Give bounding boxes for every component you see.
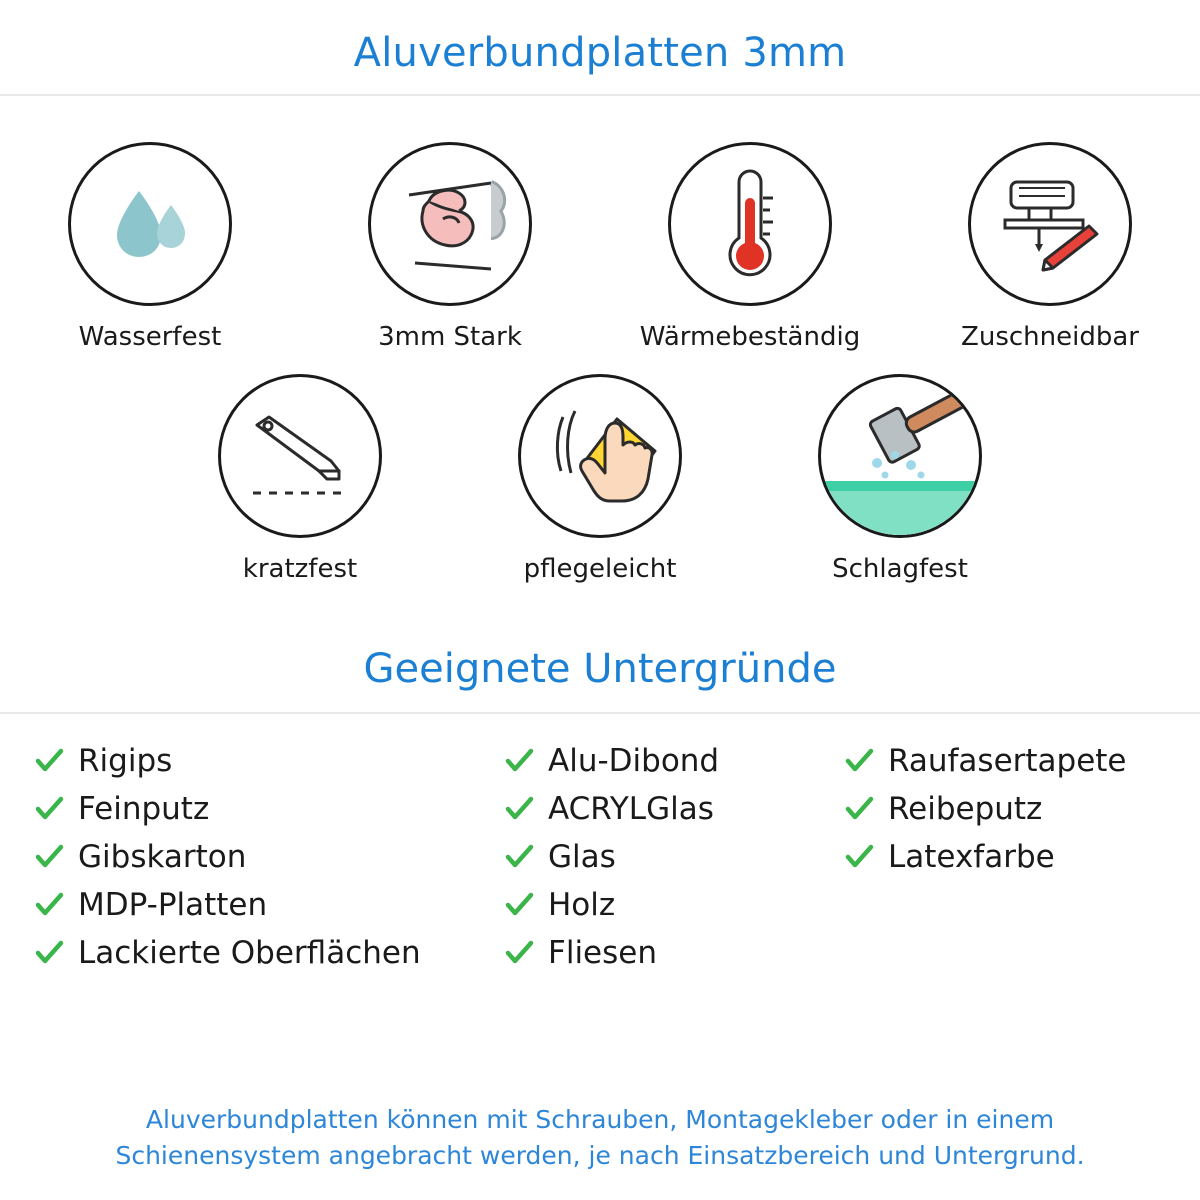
cleaning-hand-cloth-icon	[521, 377, 679, 535]
footer-line-2: Schienensystem angebracht werden, je nach Einsatzbereich und Untergrund.	[115, 1140, 1085, 1170]
list-item-label: Glas	[548, 839, 616, 875]
feature-icon-circle	[518, 374, 682, 538]
feature-label: 3mm Stark	[378, 322, 522, 352]
list-item-label: Reibeputz	[888, 791, 1043, 827]
check-icon	[504, 794, 534, 824]
feature-grid	[0, 96, 1200, 584]
substrates-title: Geeignete Untergründe	[363, 646, 837, 692]
list-item	[844, 788, 1166, 830]
feature-3mm-stark	[300, 142, 600, 352]
footer-line-1: Aluverbundplatten können mit Schrauben, Montagekleber oder in einem	[145, 1104, 1055, 1134]
list-item-label: Feinputz	[78, 791, 210, 827]
list-item-label: Lackierte Oberflächen	[78, 935, 421, 971]
check-icon	[34, 746, 64, 776]
list-item	[844, 740, 1166, 782]
check-icon	[504, 842, 534, 872]
feature-icon-circle	[968, 142, 1132, 306]
footer-note	[0, 1102, 1200, 1175]
list-item-label: Fliesen	[548, 935, 657, 971]
list-item-label: Raufasertapete	[888, 743, 1127, 779]
list-item	[504, 740, 844, 782]
flexed-arm-icon	[371, 145, 529, 303]
check-icon	[34, 842, 64, 872]
feature-kratzfest	[150, 374, 450, 584]
feature-icon-circle	[68, 142, 232, 306]
feature-wasserfest	[0, 142, 300, 352]
list-item-label: Rigips	[78, 743, 173, 779]
feature-label: Zuschneidbar	[961, 322, 1139, 352]
feature-label: Wasserfest	[78, 322, 222, 352]
feature-row-1	[0, 142, 1200, 352]
list-item-label: MDP-Platten	[78, 887, 268, 923]
feature-schlagfest	[750, 374, 1050, 584]
substrate-column-1	[34, 740, 504, 980]
substrate-column-2	[504, 740, 844, 980]
substrates-lists	[0, 714, 1200, 980]
list-item	[34, 932, 504, 974]
water-drops-icon	[95, 169, 205, 279]
list-item-label: Holz	[548, 887, 616, 923]
feature-waermebestaendig	[600, 142, 900, 352]
check-icon	[34, 938, 64, 968]
jigsaw-cutter-icon	[985, 164, 1115, 284]
list-item	[844, 836, 1166, 878]
feature-icon-circle	[218, 374, 382, 538]
check-icon	[844, 842, 874, 872]
list-item	[504, 884, 844, 926]
feature-label: kratzfest	[242, 554, 358, 584]
hammer-impact-icon	[821, 377, 979, 535]
check-icon	[34, 890, 64, 920]
feature-pflegeleicht	[450, 374, 750, 584]
check-icon	[844, 746, 874, 776]
list-item-label: ACRYLGlas	[548, 791, 714, 827]
list-item	[504, 836, 844, 878]
check-icon	[504, 746, 534, 776]
list-item-label: Alu-Dibond	[548, 743, 720, 779]
list-item	[34, 788, 504, 830]
page-title: Aluverbundplatten 3mm	[353, 30, 847, 76]
feature-row-2	[0, 374, 1200, 584]
feature-icon-circle	[668, 142, 832, 306]
list-item	[34, 884, 504, 926]
substrate-column-3	[844, 740, 1166, 980]
check-icon	[504, 938, 534, 968]
list-item	[504, 788, 844, 830]
knife-scratch-icon	[235, 401, 365, 511]
check-icon	[34, 794, 64, 824]
check-icon	[844, 794, 874, 824]
list-item-label: Latexfarbe	[888, 839, 1055, 875]
feature-zuschneidbar	[900, 142, 1200, 352]
feature-label: Schlagfest	[832, 554, 968, 584]
feature-icon-circle	[368, 142, 532, 306]
list-item	[504, 932, 844, 974]
list-item	[34, 740, 504, 782]
feature-label: Wärmebeständig	[639, 322, 861, 352]
check-icon	[504, 890, 534, 920]
feature-icon-circle	[818, 374, 982, 538]
list-item-label: Gibskarton	[78, 839, 247, 875]
feature-label: pflegeleicht	[523, 554, 677, 584]
thermometer-icon	[695, 164, 805, 284]
list-item	[34, 836, 504, 878]
